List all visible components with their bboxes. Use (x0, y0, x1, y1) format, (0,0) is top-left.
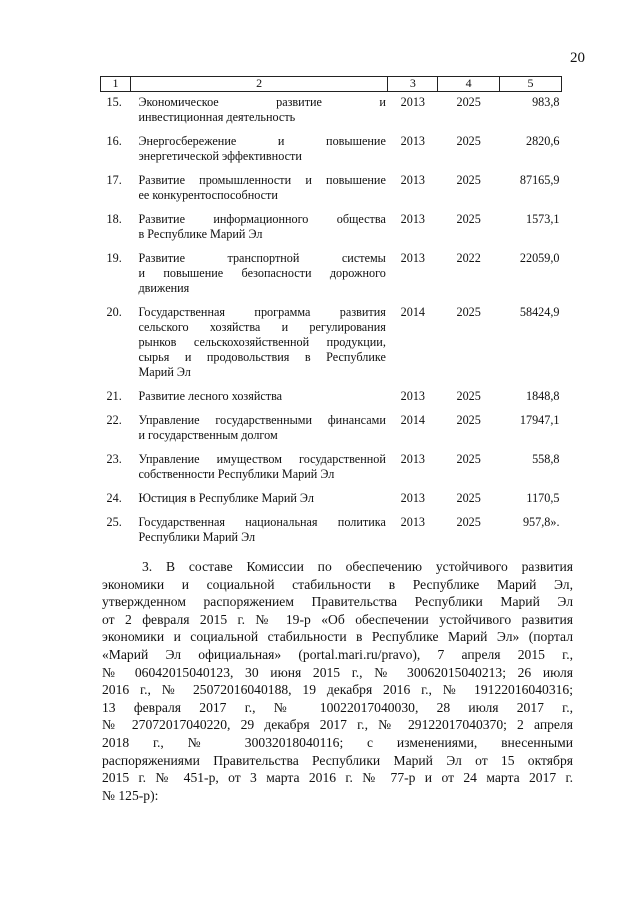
header-cell: 2 (130, 77, 387, 92)
row-number: 16. (106, 134, 122, 148)
program-name (130, 449, 387, 488)
funding-amount: 957,8». (522, 515, 560, 529)
row-number: 19. (106, 251, 122, 265)
end-year: 2025 (456, 134, 481, 148)
program-name (130, 410, 387, 449)
end-year: 2025 (456, 95, 481, 109)
program-name-line: сырья и продовольствия в Республике (138, 350, 386, 364)
program-name-line: Управление государственными финансами (138, 413, 386, 427)
paragraph-line: 3. В составе Комиссии по обеспечению устойчивого развития (142, 559, 573, 574)
paragraph-line: 13 февраля 2017 г., № 10022017040030, 28 июля 2017 г., (102, 699, 573, 715)
program-name (130, 386, 387, 410)
program-name-line: и государственным долгом (138, 428, 278, 442)
funding-amount: 983,8 (532, 95, 560, 109)
funding-amount: 2820,6 (525, 134, 560, 148)
start-year: 2013 (400, 251, 425, 265)
program-name (130, 248, 387, 302)
end-year: 2025 (456, 452, 481, 466)
program-name (130, 488, 387, 512)
program-name-line: инвестиционная деятельность (138, 110, 296, 124)
funding-amount: 22059,0 (519, 251, 560, 265)
start-year: 2013 (400, 491, 425, 505)
row-number: 18. (106, 212, 122, 226)
end-year: 2022 (456, 251, 481, 265)
paragraph-line: экономики и социальной стабильности в Республике Марий Эл, (102, 576, 573, 592)
table-row (101, 248, 562, 302)
funding-amount: 58424,9 (519, 305, 560, 319)
table-row (101, 131, 562, 170)
paragraph-line: 2016 г., № 25072016040188, 19 декабря 2016 г., № 19122016040316; (102, 682, 573, 698)
end-year: 2025 (456, 491, 481, 505)
paragraph-line: № 125-р): (102, 787, 159, 803)
funding-amount: 558,8 (532, 452, 560, 466)
row-number: 15. (106, 95, 122, 109)
funding-amount: 17947,1 (519, 413, 560, 427)
paragraph-line: 2015 г. № 451-р, от 3 марта 2016 г. № 77-р и от 24 марта 2017 г. (102, 770, 573, 786)
paragraph-line: экономики и социальной стабильности в Республике Марий Эл» (портал (102, 629, 573, 645)
row-number: 25. (106, 515, 122, 529)
start-year: 2014 (400, 413, 425, 427)
program-name-line: движения (138, 281, 190, 295)
program-name-line: в Республике Марий Эл (138, 227, 263, 241)
page-number: 20 (570, 50, 585, 66)
row-number: 20. (106, 305, 122, 319)
program-name-line: Экономическое развитие и (138, 95, 386, 109)
program-name-line: Развитие лесного хозяйства (138, 389, 283, 403)
header-cell: 1 (101, 77, 131, 92)
program-name (130, 512, 387, 551)
row-number: 22. (106, 413, 122, 427)
end-year: 2025 (456, 173, 481, 187)
program-name-line: Юстиция в Республике Марий Эл (138, 491, 314, 505)
start-year: 2013 (400, 452, 425, 466)
start-year: 2013 (400, 212, 425, 226)
header-cell: 4 (438, 77, 500, 92)
program-name-line: собственности Республики Марий Эл (138, 467, 335, 481)
table-row (101, 92, 562, 132)
start-year: 2014 (400, 305, 425, 319)
program-name (130, 131, 387, 170)
program-name (130, 302, 387, 386)
programs-table (100, 76, 562, 551)
end-year: 2025 (456, 305, 481, 319)
program-name-line: Управление имуществом государственной (138, 452, 386, 466)
table-row (101, 410, 562, 449)
table-row (101, 302, 562, 386)
table-row (101, 209, 562, 248)
funding-amount: 1170,5 (526, 491, 560, 505)
funding-amount: 1848,8 (525, 389, 560, 403)
program-name-line: сельского хозяйства и регулирования (138, 320, 386, 334)
table-row (101, 170, 562, 209)
paragraph-line: 2018 г., № 30032018040116; с изменениями, внесенными (102, 734, 573, 750)
program-name-line: энергетической эффективности (138, 149, 302, 163)
table-row (101, 512, 562, 551)
paragraph-line: № 27072017040220, 29 декабря 2017 г., № 29122017040370; 2 апреля (102, 717, 573, 733)
program-name-line: и повышение безопасности дорожного (138, 266, 386, 280)
amendment-paragraph (102, 558, 573, 804)
table-body (101, 92, 562, 552)
funding-amount: 1573,1 (525, 212, 560, 226)
program-name (130, 209, 387, 248)
row-number: 21. (106, 389, 122, 403)
program-name-line: ее конкурентоспособности (138, 188, 278, 202)
program-name-line: Энергосбережение и повышение (138, 134, 386, 148)
program-name-line: Развитие промышленности и повышение (138, 173, 386, 187)
funding-amount: 87165,9 (519, 173, 560, 187)
paragraph-line: распоряжениями Правительства Республики Марий Эл от 15 октября (102, 752, 573, 768)
start-year: 2013 (400, 95, 425, 109)
program-name (130, 92, 387, 132)
end-year: 2025 (456, 515, 481, 529)
row-number: 23. (106, 452, 122, 466)
paragraph-line: «Марий Эл официальная» (portal.mari.ru/pravo), 7 апреля 2015 г., (102, 646, 573, 662)
start-year: 2013 (400, 389, 425, 403)
end-year: 2025 (456, 212, 481, 226)
end-year: 2025 (456, 413, 481, 427)
table-row (101, 488, 562, 512)
start-year: 2013 (400, 134, 425, 148)
row-number: 17. (106, 173, 122, 187)
program-name (130, 170, 387, 209)
table-row (101, 386, 562, 410)
header-cell: 3 (388, 77, 438, 92)
paragraph-line: № 06042015040123, 30 июня 2015 г., № 30062015040213; 26 июля (102, 664, 573, 680)
start-year: 2013 (400, 515, 425, 529)
program-name-line: рынков сельскохозяйственной продукции, (138, 335, 386, 349)
paragraph-line: от 2 февраля 2015 г. № 19-р «Об обеспечении устойчивого развития (102, 611, 573, 627)
program-name-line: Развитие информационного общества (138, 212, 386, 226)
end-year: 2025 (456, 389, 481, 403)
program-name-line: Марий Эл (138, 365, 191, 379)
program-name-line: Государственная национальная политика (138, 515, 386, 529)
start-year: 2013 (400, 173, 425, 187)
program-name-line: Республики Марий Эл (138, 530, 256, 544)
row-number: 24. (106, 491, 122, 505)
paragraph-line: утвержденном распоряжением Правительства Республики Марий Эл (102, 594, 573, 610)
header-cell: 5 (500, 77, 562, 92)
table-row (101, 449, 562, 488)
program-name-line: Государственная программа развития (138, 305, 386, 319)
table-header (101, 77, 562, 92)
program-name-line: Развитие транспортной системы (138, 251, 386, 265)
